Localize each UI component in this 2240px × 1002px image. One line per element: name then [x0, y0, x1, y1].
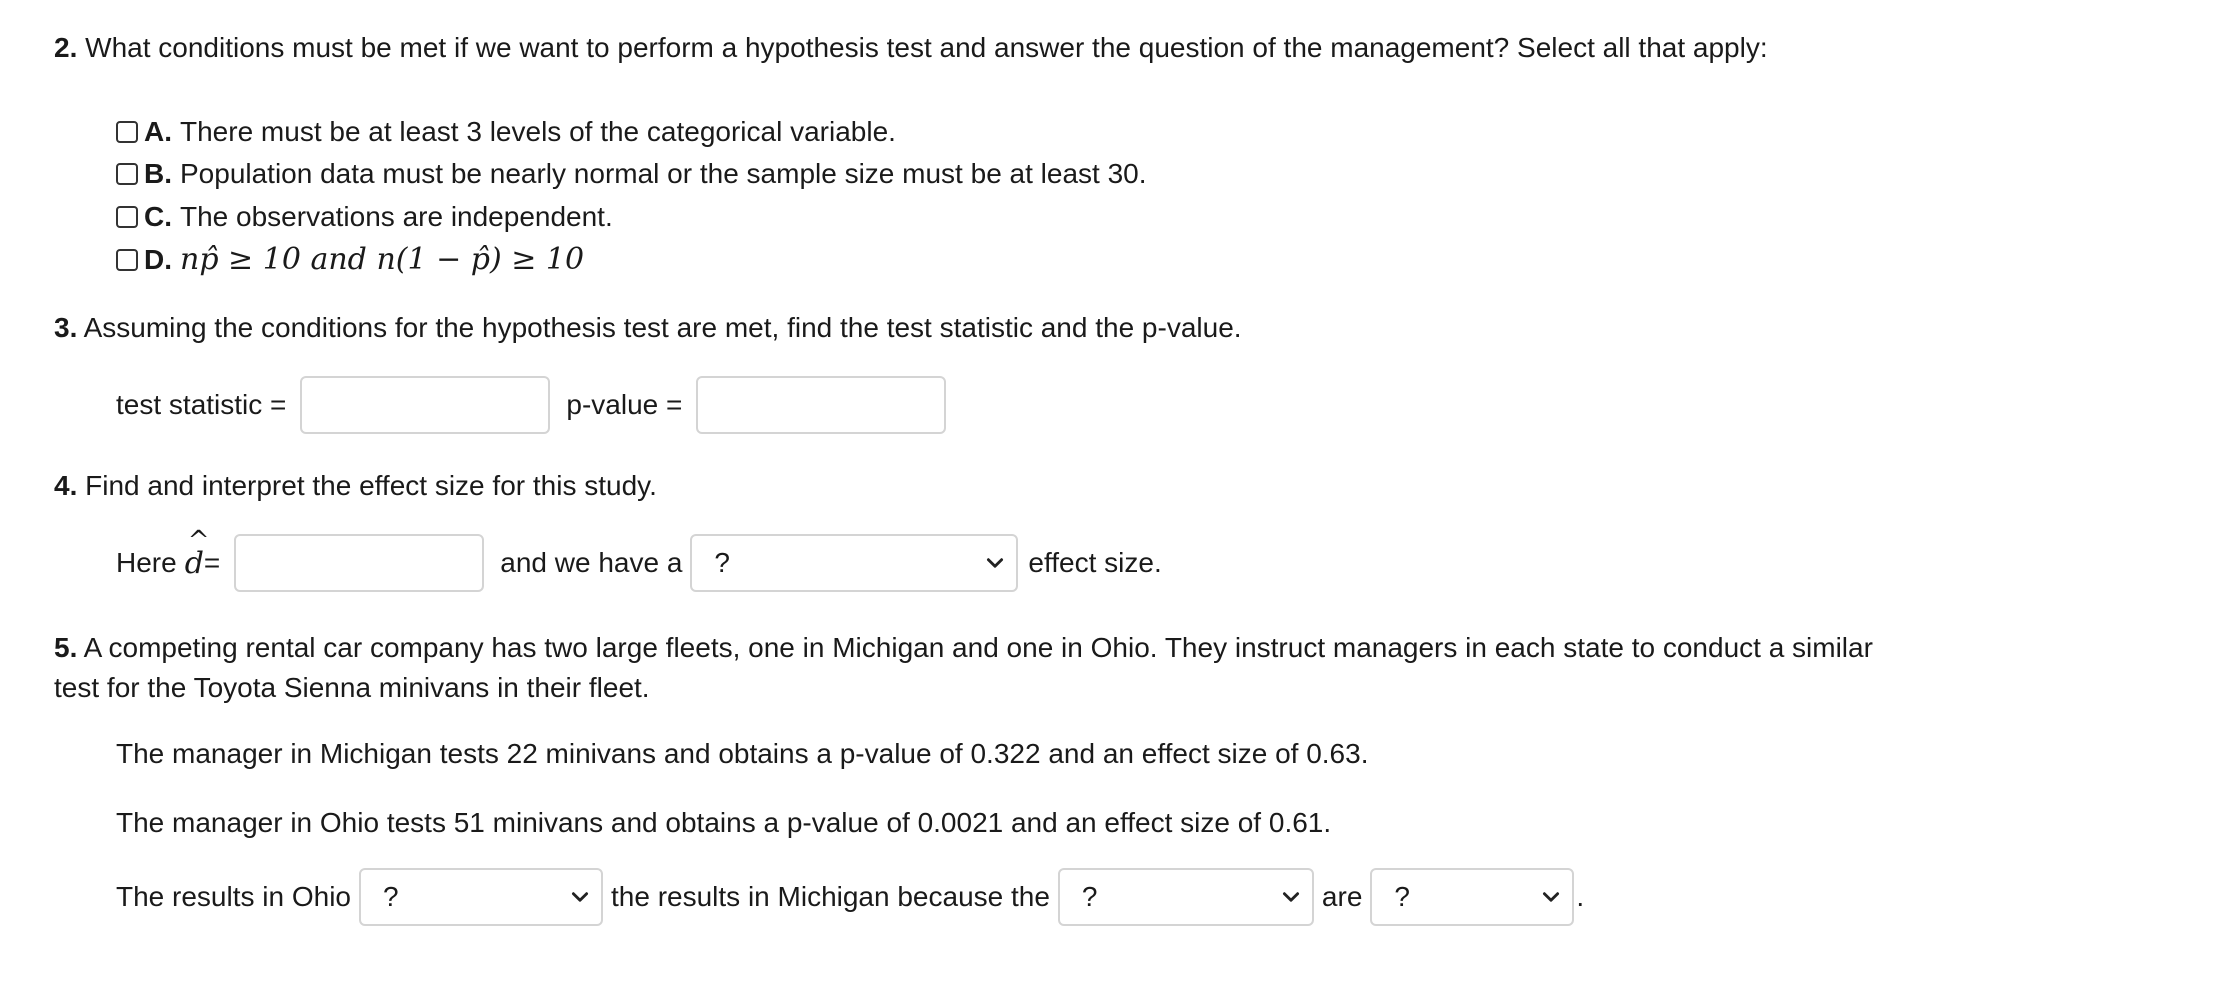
- question-4-number: 4.: [54, 470, 78, 501]
- effect-size-label: effect size.: [1028, 547, 1162, 578]
- hat-accent: ^: [187, 525, 210, 556]
- comparison-select-value: ?: [383, 881, 399, 912]
- are-label: are: [1321, 881, 1363, 912]
- ohio-statement: The manager in Ohio tests 51 minivans and obtains a p-value of 0.0021 and an effect size of 0.61.: [116, 807, 1332, 838]
- here-label: Here: [116, 547, 177, 578]
- option-b-text: Population data must be nearly normal or the sample size must be at least 30.: [180, 158, 1147, 189]
- option-d-letter: D.: [144, 243, 172, 275]
- option-c-letter: C.: [144, 201, 172, 232]
- question-2: [54, 32, 1768, 64]
- option-a-text: There must be at least 3 levels of the categorical variable.: [180, 116, 896, 147]
- option-a-checkbox[interactable]: [116, 121, 138, 143]
- and-we-have-label: and we have a: [500, 547, 683, 578]
- chevron-down-icon: [984, 552, 1006, 574]
- option-d-math-part1: np̂ ≥ 10: [180, 242, 301, 277]
- option-d-math-part2: n(1 − p̂) ≥ 10: [376, 242, 585, 277]
- question-5-answer-row: [116, 868, 1584, 926]
- option-a[interactable]: [116, 116, 896, 148]
- option-c-text: The observations are independent.: [180, 201, 613, 232]
- question-4-text: Find and interpret the effect size for this study.: [85, 470, 657, 501]
- question-4-answer-row: [116, 525, 1162, 592]
- sentence-period: .: [1576, 881, 1585, 912]
- question-5-number: 5.: [54, 632, 78, 663]
- effect-size-input[interactable]: [234, 534, 484, 592]
- question-3-number: 3.: [54, 312, 78, 343]
- equals-sign: =: [203, 547, 221, 578]
- question-2-text: What conditions must be met if we want to perform a hypothesis test and answer the question of the management? Select all that apply:: [85, 32, 1768, 63]
- similarity-select[interactable]: [1370, 868, 1574, 926]
- effect-size-select-value: ?: [714, 547, 730, 578]
- test-statistic-label: test statistic =: [116, 389, 287, 420]
- michigan-statement: The manager in Michigan tests 22 minivans and obtains a p-value of 0.322 and an effect size of 0.63.: [116, 738, 1369, 769]
- question-3-text: Assuming the conditions for the hypothesis test are met, find the test statistic and the p-value.: [83, 312, 1242, 343]
- option-b-checkbox[interactable]: [116, 163, 138, 185]
- pvalue-input[interactable]: [696, 376, 946, 434]
- reason-select[interactable]: [1058, 868, 1314, 926]
- question-5-text-line2: test for the Toyota Sienna minivans in their fleet.: [54, 672, 650, 703]
- because-label: the results in Michigan because the: [611, 881, 1050, 912]
- d-hat-symbol: [184, 525, 210, 581]
- question-3-answer-row: [116, 376, 946, 434]
- option-b[interactable]: [116, 158, 1147, 190]
- option-d-math-and: and: [310, 242, 367, 277]
- option-d-math: [180, 242, 584, 277]
- test-statistic-input[interactable]: [300, 376, 550, 434]
- question-3: [54, 312, 1242, 344]
- question-5-text-line1: A competing rental car company has two large fleets, one in Michigan and one in Ohio. They instruct managers in each state to conduct a similar: [83, 632, 1873, 663]
- question-4: [54, 470, 657, 502]
- question-5: [54, 628, 1954, 708]
- d-letter: d: [184, 545, 204, 581]
- results-in-ohio-label: The results in Ohio: [116, 881, 351, 912]
- chevron-down-icon: [1540, 886, 1562, 908]
- option-a-letter: A.: [144, 116, 172, 147]
- chevron-down-icon: [1280, 886, 1302, 908]
- comparison-select[interactable]: [359, 868, 603, 926]
- chevron-down-icon: [569, 886, 591, 908]
- option-b-letter: B.: [144, 158, 172, 189]
- option-d-checkbox[interactable]: [116, 249, 138, 271]
- similarity-select-value: ?: [1394, 881, 1410, 912]
- pvalue-label: p-value =: [566, 389, 683, 420]
- option-c-checkbox[interactable]: [116, 206, 138, 228]
- option-d[interactable]: [116, 242, 584, 277]
- effect-size-select[interactable]: [690, 534, 1018, 592]
- question-2-number: 2.: [54, 32, 78, 63]
- reason-select-value: ?: [1081, 881, 1098, 912]
- question-5-line-1: [54, 628, 1954, 668]
- option-c[interactable]: [116, 201, 613, 233]
